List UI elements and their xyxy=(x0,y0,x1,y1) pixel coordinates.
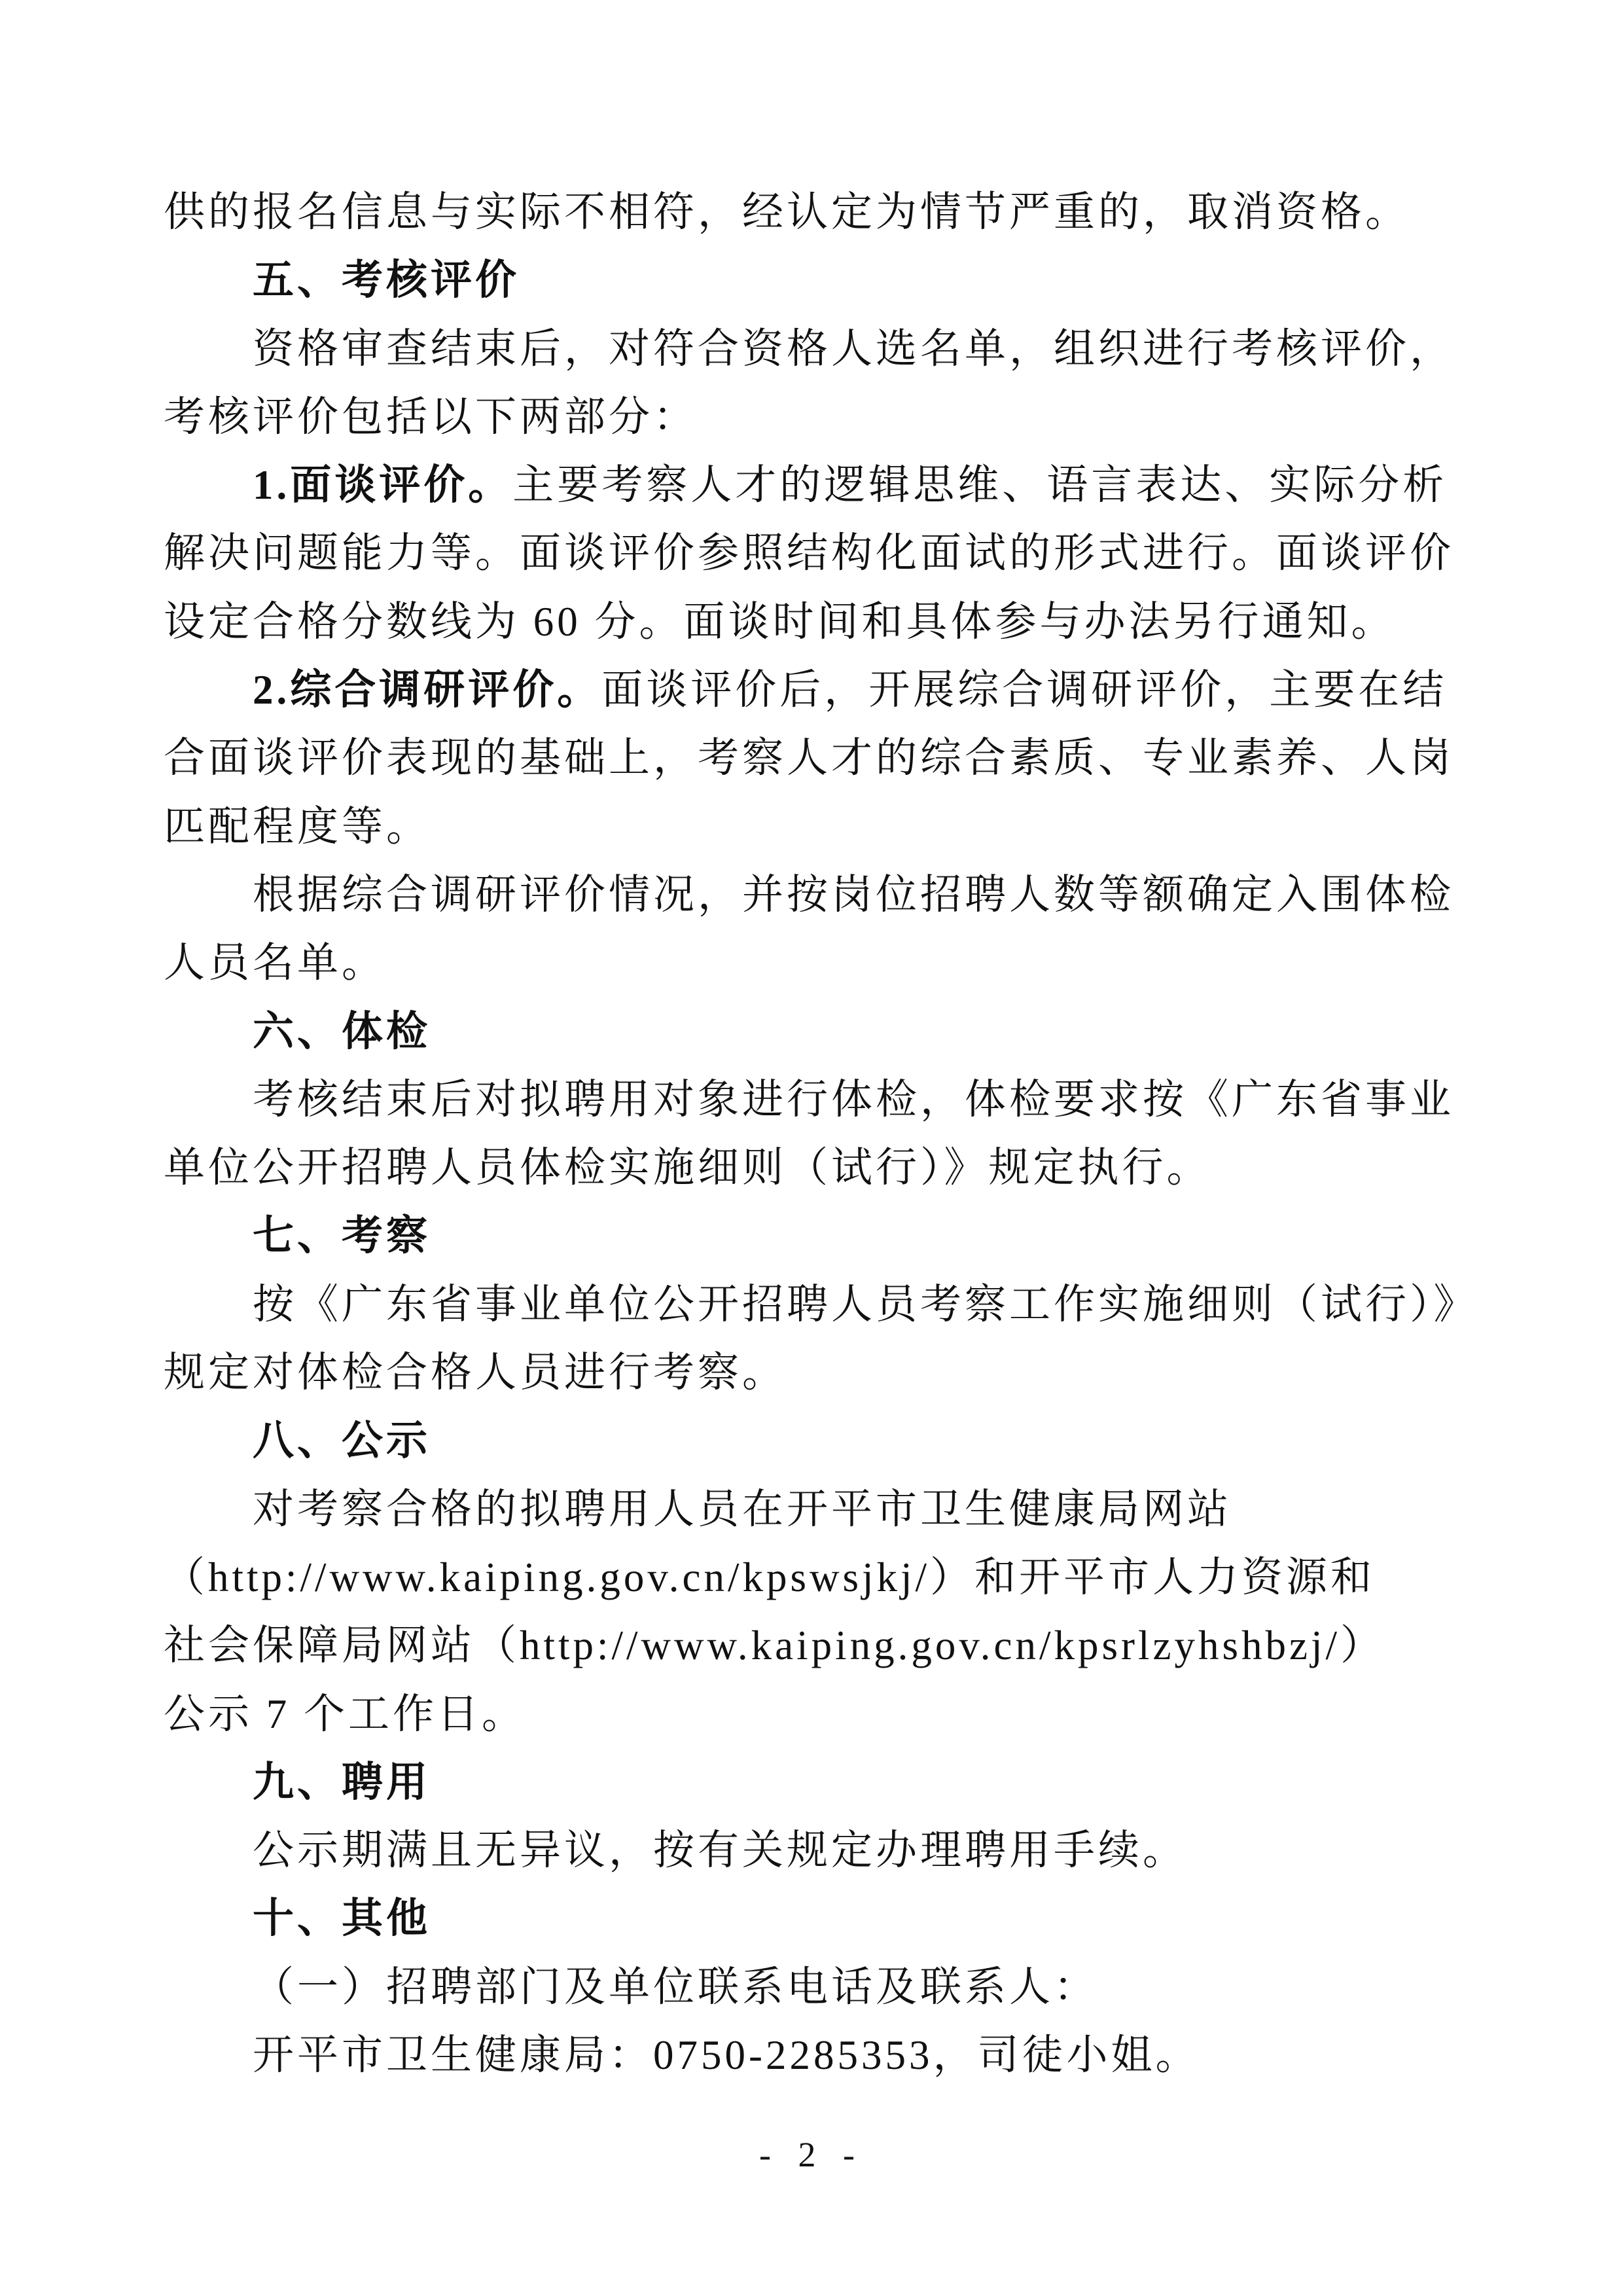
text-segment: （一）招聘部门及单位联系电话及联系人： xyxy=(253,1964,1098,2010)
text-segment: 开平市卫生健康局：0750-2285353，司徒小姐。 xyxy=(253,2032,1200,2079)
text-segment: 公示 7 个工作日。 xyxy=(164,1691,526,1737)
text-segment: 九、聘用 xyxy=(253,1759,431,1805)
text-line xyxy=(164,1953,1479,2021)
page-number: - 2 - xyxy=(759,2135,864,2174)
text-line xyxy=(164,724,1479,792)
section-heading xyxy=(164,997,1479,1066)
text-segment: 考核结束后对拟聘用对象进行体检，体检要求按《广东省事业 xyxy=(253,1076,1454,1122)
text-line xyxy=(164,383,1479,451)
text-segment: 单位公开招聘人员体检实施细则（试行）》规定执行。 xyxy=(164,1145,1211,1191)
text-line xyxy=(164,588,1479,656)
text-segment: 五、考核评价 xyxy=(253,257,520,304)
text-segment: 合面谈评价表现的基础上，考察人才的综合素质、专业素养、人岗 xyxy=(164,735,1454,781)
text-segment: 1.面谈评价。 xyxy=(253,462,513,509)
section-heading xyxy=(164,246,1479,314)
text-line xyxy=(164,861,1479,929)
text-line xyxy=(164,315,1479,383)
text-segment: 主要考察人才的逻辑思维、语言表达、实际分析 xyxy=(512,462,1448,509)
text-line xyxy=(164,656,1479,724)
text-segment: 社会保障局网站（http://www.kaiping.gov.cn/kpsrlzyhshbzj/） xyxy=(164,1623,1385,1669)
text-line xyxy=(164,1338,1479,1407)
text-line xyxy=(164,2021,1479,2089)
text-segment: 匹配程度等。 xyxy=(164,803,431,850)
section-heading xyxy=(164,1748,1479,1816)
text-line xyxy=(164,178,1479,246)
text-segment: 规定对体检合格人员进行考察。 xyxy=(164,1350,787,1396)
text-line xyxy=(164,1270,1479,1338)
text-segment: 公示期满且无异议，按有关规定办理聘用手续。 xyxy=(253,1827,1187,1874)
text-segment: 八、公示 xyxy=(253,1418,431,1464)
text-segment: 按《广东省事业单位公开招聘人员考察工作实施细则（试行）》 xyxy=(253,1281,1478,1327)
text-segment: 六、体检 xyxy=(253,1008,431,1054)
section-heading xyxy=(164,1407,1479,1475)
text-line xyxy=(164,1611,1479,1679)
text-segment: 2.综合调研评价。 xyxy=(253,667,602,713)
section-heading xyxy=(164,1884,1479,1952)
text-line xyxy=(164,793,1479,861)
text-line xyxy=(164,1066,1479,1134)
section-heading xyxy=(164,1202,1479,1270)
text-segment: 十、其他 xyxy=(253,1895,431,1942)
document-body xyxy=(164,178,1479,2089)
text-line xyxy=(164,1543,1479,1611)
text-line xyxy=(164,1816,1479,1884)
text-segment: 供的报名信息与实际不相符，经认定为情节严重的，取消资格。 xyxy=(164,189,1410,235)
text-line xyxy=(164,519,1479,587)
text-segment: 资格审查结束后，对符合资格人选名单，组织进行考核评价， xyxy=(253,325,1454,372)
text-line xyxy=(164,1680,1479,1748)
text-segment: （http://www.kaiping.gov.cn/kpswsjkj/）和开平市人力资源和 xyxy=(164,1554,1376,1600)
text-line xyxy=(164,929,1479,997)
text-segment: 解决问题能力等。面谈评价参照结构化面试的形式进行。面谈评价 xyxy=(164,530,1454,577)
text-line xyxy=(164,1475,1479,1543)
text-segment: 对考察合格的拟聘用人员在开平市卫生健康局网站 xyxy=(253,1486,1232,1532)
text-line xyxy=(164,451,1479,519)
text-segment: 七、考察 xyxy=(253,1213,431,1259)
text-segment: 设定合格分数线为 60 分。面谈时间和具体参与办法另行通知。 xyxy=(164,598,1396,645)
text-line xyxy=(164,1134,1479,1202)
text-segment: 根据综合调研评价情况，并按岗位招聘人数等额确定入围体检 xyxy=(253,871,1454,918)
text-segment: 考核评价包括以下两部分： xyxy=(164,393,698,440)
text-segment: 人员名单。 xyxy=(164,940,386,986)
text-segment: 面谈评价后，开展综合调研评价，主要在结 xyxy=(601,667,1448,713)
